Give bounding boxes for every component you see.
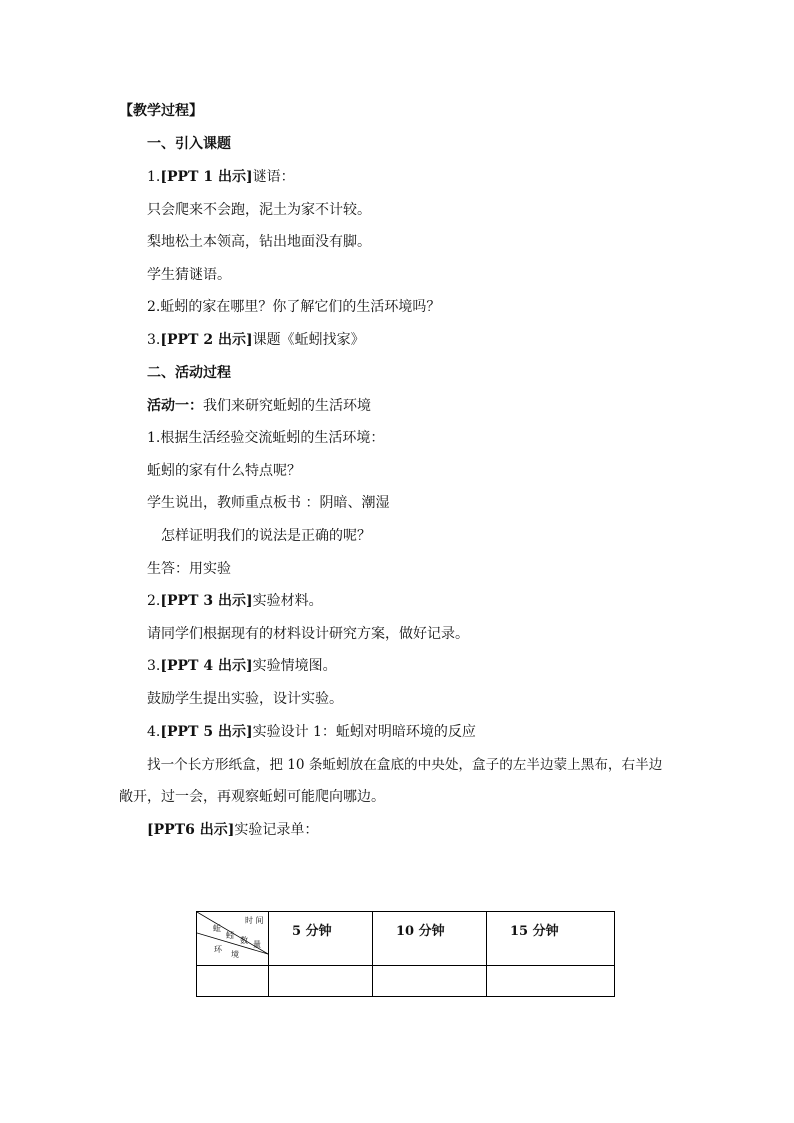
- item-text: 谜语：: [252, 169, 295, 185]
- table-header-row: [197, 912, 615, 966]
- column-header: 10 分钟: [373, 912, 487, 966]
- ppt-tag: [PPT 3 出示]: [160, 593, 253, 609]
- encourage-line: 鼓励学生提出实验，设计实验。: [147, 691, 343, 707]
- diagonal-header-cell: [197, 912, 269, 966]
- item-text: 实验记录单：: [234, 822, 319, 838]
- activity1-line: [147, 396, 371, 416]
- table-cell: [373, 966, 487, 997]
- ppt-tag: [PPT 2 出示]: [160, 332, 253, 348]
- part2-heading: 二、活动过程: [147, 365, 231, 381]
- part1-heading: 一、引入课题: [147, 136, 231, 152]
- ppt-tag: [PPT6 出示]: [147, 822, 235, 838]
- item-number: 4.: [147, 724, 161, 740]
- diag-label-3: 数: [240, 936, 248, 945]
- table-row: [197, 966, 615, 997]
- activity-text: 我们来研究蚯蚓的生活环境: [203, 398, 371, 414]
- procedure-line-1: 找一个长方形纸盒，把 10 条蚯蚓放在盒底的中央处，盒子的左半边蒙上黑布，右半边: [147, 757, 663, 773]
- section-header: 【教学过程】: [119, 103, 203, 119]
- activity-label: 活动一：: [147, 398, 203, 414]
- question-line: 蚯蚓的家有什么特点呢？: [147, 463, 301, 479]
- item-text: 实验材料。: [252, 593, 323, 609]
- ppt-tag: [PPT 4 出示]: [160, 658, 253, 674]
- answer-line: 生答：用实验: [147, 561, 231, 577]
- item-text: 实验情境图。: [252, 658, 337, 674]
- step3-line: [147, 656, 337, 676]
- table-cell: [487, 966, 615, 997]
- prove-line: 怎样证明我们的说法是正确的呢？: [161, 528, 371, 544]
- table-cell: [269, 966, 373, 997]
- column-header: 15 分钟: [487, 912, 615, 966]
- part1-item1: [147, 167, 295, 187]
- ppt-tag: [PPT 5 出示]: [160, 724, 253, 740]
- riddle-line-1: 只会爬来不会跑，泥土为家不计较。: [147, 202, 371, 218]
- part1-item3: [147, 330, 365, 350]
- step2-line: [147, 591, 323, 611]
- diag-label-6: 境: [231, 950, 239, 959]
- step1-line: 1.根据生活经验交流蚯蚓的生活环境：: [147, 430, 385, 446]
- item-number: 3.: [147, 332, 161, 348]
- table-cell: [197, 966, 269, 997]
- diag-label-time: 时 间: [245, 916, 264, 925]
- item-number: 2.: [147, 593, 161, 609]
- item-text: 课题《蚯蚓找家》: [252, 332, 365, 348]
- item-number: 3.: [147, 658, 161, 674]
- diag-label-5: 环: [214, 945, 222, 954]
- part1-item2: 2.蚯蚓的家在哪里？你了解它们的生活环境吗？: [147, 299, 441, 315]
- record-sheet-line: [147, 820, 318, 840]
- item-text: 实验设计 1：蚯蚓对明暗环境的反应: [252, 724, 476, 740]
- record-table: [196, 911, 615, 997]
- guess-line: 学生猜谜语。: [147, 267, 231, 283]
- diag-label-4: 量: [253, 940, 261, 949]
- procedure-line-2: 敞开，过一会，再观察蚯蚓可能爬向哪边。: [119, 789, 385, 805]
- diag-label-1: 蚯: [213, 924, 221, 933]
- diag-label-2: 蚓: [226, 931, 234, 940]
- riddle-line-2: 梨地松土本领高，钻出地面没有脚。: [147, 234, 371, 250]
- item-number: 1.: [147, 169, 161, 185]
- diagonal-header: [197, 912, 268, 965]
- design-plan-line: 请同学们根据现有的材料设计研究方案，做好记录。: [147, 626, 469, 642]
- board-line: 学生说出，教师重点板书 ：阴暗、潮湿: [147, 495, 390, 511]
- column-header: 5 分钟: [269, 912, 373, 966]
- step4-line: [147, 722, 476, 742]
- ppt-tag: [PPT 1 出示]: [160, 169, 253, 185]
